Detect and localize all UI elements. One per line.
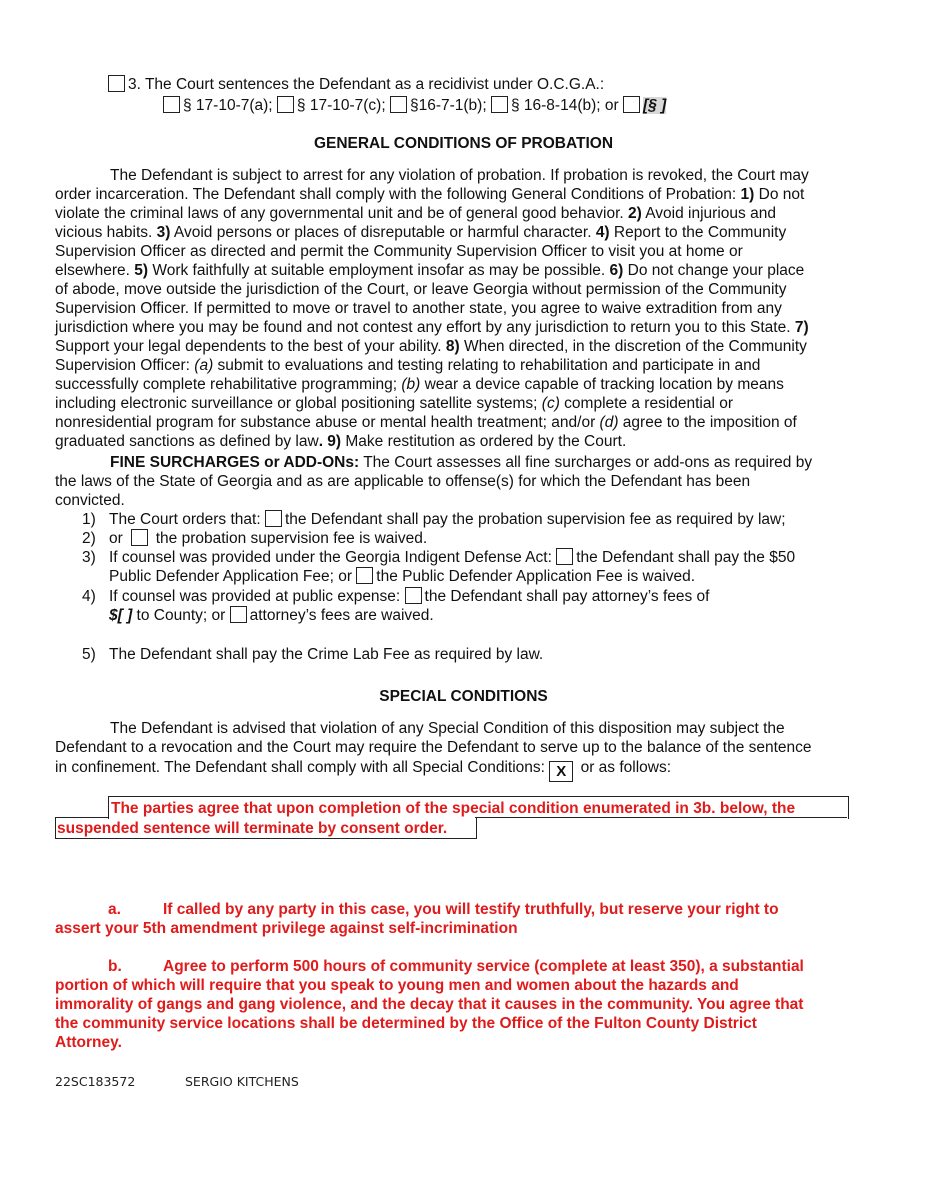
condition-b-line-2: portion of which will require that you speak to young men and women about the hazards and	[55, 977, 739, 994]
consent-order-line-1: The parties agree that upon completion of the special condition enumerated in 3b. below, the	[111, 800, 796, 817]
general-conditions-heading: GENERAL CONDITIONS OF PROBATION	[313, 135, 614, 152]
public-defender-fee-waived-checkbox[interactable]	[356, 567, 373, 584]
option-17-10-7a-checkbox[interactable]	[163, 96, 180, 113]
recidivist-options: § 17-10-7(a); § 17-10-7(c); §16-7-1(b); § 16-8-14(b); or [§ ]	[163, 96, 666, 115]
condition-a-line-1: If called by any party in this case, you will testify truthfully, but reserve your right to	[163, 901, 779, 918]
condition-b-line-4: the community service locations shall be determined by the Office of the Fulton County District	[55, 1015, 757, 1032]
condition-a-line-2: assert your 5th amendment privilege against self-incrimination	[55, 920, 518, 937]
supervision-fee-waived-checkbox[interactable]	[131, 529, 148, 546]
condition-b-line-3: immorality of gangs and gang violence, and the decay that it causes in the community. You agree that	[55, 996, 804, 1013]
condition-b-label: b.	[108, 958, 122, 975]
attorney-fees-pay-checkbox[interactable]	[405, 587, 422, 604]
condition-b-line-5: Attorney.	[55, 1034, 122, 1051]
condition-b-line-1: Agree to perform 500 hours of community service (complete at least 350), a substantial	[163, 958, 804, 975]
blank-statute-field[interactable]: [§ ]	[642, 97, 667, 114]
attorney-fee-amount-field[interactable]: $[ ]	[109, 607, 133, 624]
condition-a-label: a.	[108, 901, 121, 918]
public-defender-fee-pay-checkbox[interactable]	[556, 548, 573, 565]
recidivist-checkbox[interactable]	[108, 75, 125, 92]
option-16-7-1b-checkbox[interactable]	[390, 96, 407, 113]
option-blank-checkbox[interactable]	[623, 96, 640, 113]
option-16-8-14b-checkbox[interactable]	[491, 96, 508, 113]
option-17-10-7c-checkbox[interactable]	[277, 96, 294, 113]
supervision-fee-pay-checkbox[interactable]	[265, 510, 282, 527]
special-conditions-heading: SPECIAL CONDITIONS	[379, 688, 548, 705]
recidivist-line: 3. The Court sentences the Defendant as a recidivist under O.C.G.A.:	[108, 75, 604, 94]
special-conditions-checkbox[interactable]: X	[549, 761, 573, 782]
footer-case-number: 22SC183572	[55, 1074, 136, 1089]
attorney-fees-waived-checkbox[interactable]	[230, 606, 247, 623]
footer-defendant-name: SERGIO KITCHENS	[185, 1074, 299, 1089]
consent-order-line-2: suspended sentence will terminate by consent order.	[57, 820, 448, 837]
